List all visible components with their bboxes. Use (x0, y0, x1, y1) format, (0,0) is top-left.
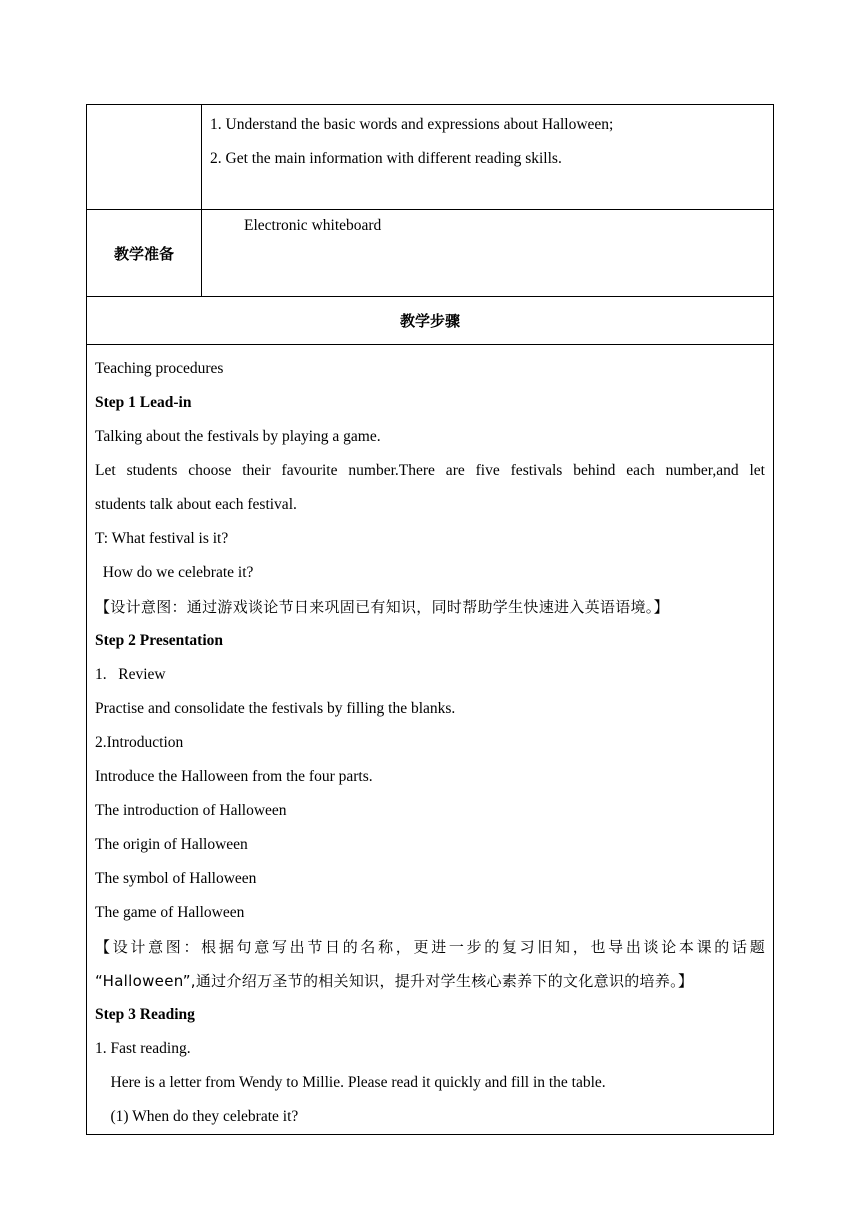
procedure-line: Introduce the Halloween from the four parts. (95, 768, 373, 785)
procedure-line: T: What festival is it? (95, 530, 229, 547)
procedure-line: 2.Introduction (95, 734, 184, 751)
procedure-line: How do we celebrate it? (95, 564, 254, 581)
objectives-label-cell (87, 105, 202, 210)
procedure-line: Here is a letter from Wendy to Millie. Please read it quickly and fill in the table. (95, 1074, 606, 1091)
procedure-line: The origin of Halloween (95, 836, 248, 853)
objective-line: 2. Get the main information with different reading skills. (210, 150, 562, 167)
step-heading: Step 3 Reading (95, 1006, 195, 1023)
procedure-line: 【设计意图：根据句意写出节日的名称，更进一步的复习旧知，也导出谈论本课的话题 (95, 938, 765, 956)
objective-line: 1. Understand the basic words and expressions about Halloween; (210, 116, 614, 133)
procedure-line: (1) When do they celebrate it? (95, 1108, 299, 1125)
step-heading: Step 1 Lead-in (95, 394, 192, 411)
preparation-label: 教学准备 (87, 210, 202, 297)
objectives-row (87, 105, 774, 210)
procedure-cell (87, 345, 774, 1135)
procedure-line: students talk about each festival. (95, 496, 297, 513)
preparation-value: Electronic whiteboard (202, 210, 774, 297)
procedure-line: The symbol of Halloween (95, 870, 257, 887)
objectives-cell (202, 105, 774, 210)
procedure-line: “Halloween”,通过介绍万圣节的相关知识，提升对学生核心素养下的文化意识的培养。】 (95, 972, 694, 990)
procedure-row (87, 345, 774, 1135)
steps-header-row (87, 297, 774, 345)
procedure-line: 【设计意图：通过游戏谈论节日来巩固已有知识，同时帮助学生快速进入英语语境。】 (95, 598, 669, 616)
procedure-line: The introduction of Halloween (95, 802, 287, 819)
procedure-line: The game of Halloween (95, 904, 245, 921)
procedure-line: 1. Fast reading. (95, 1040, 191, 1057)
step-heading: Step 2 Presentation (95, 632, 224, 649)
preparation-row (87, 210, 774, 297)
procedure-line: Teaching procedures (95, 360, 224, 377)
procedure-line: Talking about the festivals by playing a game. (95, 428, 381, 445)
steps-header: 教学步骤 (87, 297, 774, 345)
procedure-line: Let students choose their favourite number.There are five festivals behind each number,and let (95, 462, 765, 479)
procedure-line: Practise and consolidate the festivals by filling the blanks. (95, 700, 456, 717)
procedure-line: 1. Review (95, 666, 166, 683)
procedure-lines (95, 352, 765, 1134)
lesson-plan-table (86, 104, 774, 1135)
